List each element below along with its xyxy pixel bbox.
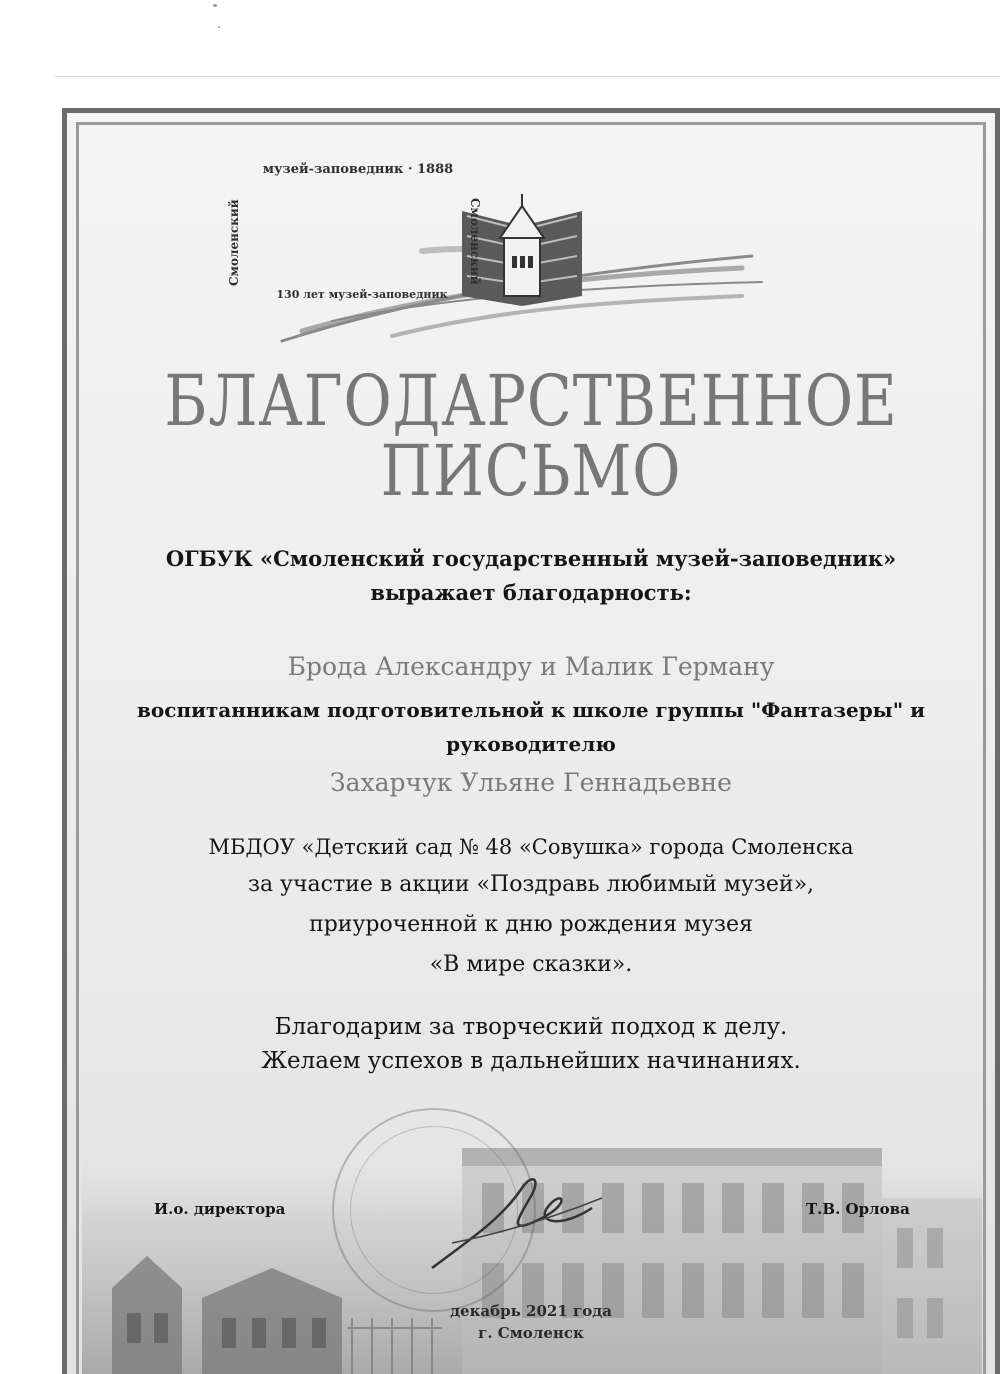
scan-speck <box>218 26 220 28</box>
logo-top-text: музей-заповедник · 1888 <box>262 162 454 177</box>
footer-date: декабрь 2021 года <box>450 1302 612 1320</box>
thanks-line-2: Желаем успехов в дальнейших начинаниях. <box>261 1048 801 1074</box>
logo-right-text: Смоленский <box>468 197 482 285</box>
thanks-line-1: Благодарим за творческий подход к делу. <box>274 1014 788 1040</box>
organization-line: ОГБУК «Смоленский государственный музей-заповедник» <box>165 546 897 571</box>
title-line-2: ПИСЬМО <box>380 430 682 512</box>
scan-speck <box>213 4 217 7</box>
leader-label: руководителю <box>446 732 616 756</box>
institution-line: МБДОУ «Детский сад № 48 «Совушка» города Смоленска <box>208 835 854 859</box>
title-line-1: БЛАГОДАРСТВЕННОЕ <box>164 360 898 442</box>
leader-name: Захарчук Ульяне Геннадьевне <box>330 768 732 797</box>
reason-line-1: за участие в акции «Поздравь любимый музей», <box>247 872 815 897</box>
scan-edge-line <box>55 76 1000 77</box>
recipients-description: воспитанникам подготовительной к школе группы "Фантазеры" и <box>137 698 925 722</box>
reason-line-3: «В мире сказки». <box>429 952 633 977</box>
logo-left-text: Смоленский <box>227 199 241 287</box>
footer-city: г. Смоленск <box>478 1324 584 1342</box>
reason-line-2: приуроченной к дню рождения музея <box>309 912 753 937</box>
logo-bottom-text: 130 лет музей-заповедник <box>276 288 448 301</box>
certificate <box>62 108 1000 1374</box>
director-signature <box>412 1148 612 1278</box>
museum-logo <box>272 156 772 346</box>
recipients-names: Брода Александру и Малик Герману <box>287 652 775 681</box>
signature-name: Т.В. Орлова <box>806 1200 910 1218</box>
signature-position: И.о. директора <box>154 1200 286 1218</box>
expresses-line: выражает благодарность: <box>370 580 692 605</box>
